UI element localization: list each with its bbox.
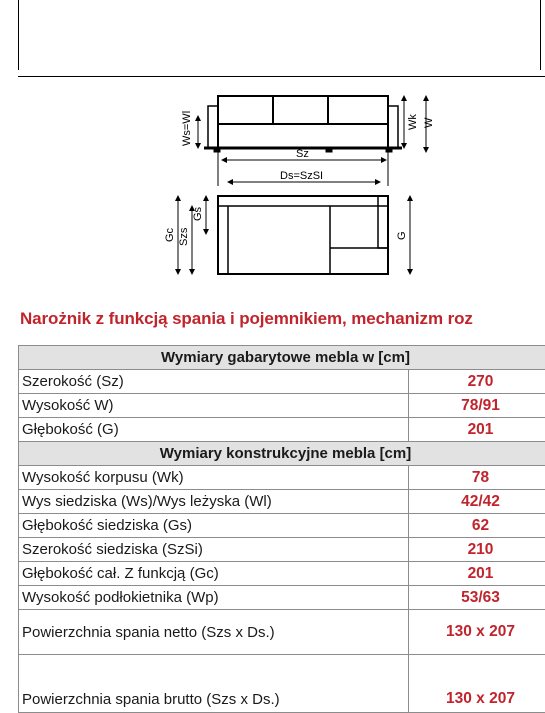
row-label: Powierzchnia spania brutto (Szs x Ds.) bbox=[19, 655, 409, 713]
row-value: 270 bbox=[409, 370, 545, 394]
label-w-holder bbox=[420, 84, 440, 164]
row-label: Wysokość podłokietnika (Wp) bbox=[19, 586, 409, 610]
label-ws-wl: Ws=Wl bbox=[181, 111, 193, 146]
table-row bbox=[19, 610, 545, 655]
sofa-front-view bbox=[204, 96, 402, 152]
label-g: G bbox=[396, 231, 408, 240]
row-label: Głębokość (G) bbox=[19, 418, 409, 442]
label-gc: Gc bbox=[164, 227, 176, 242]
label-ds-szsi: Ds=SzSI bbox=[280, 170, 323, 182]
section-header bbox=[19, 442, 545, 466]
row-value: 62 bbox=[409, 514, 545, 538]
row-value: 78 bbox=[409, 466, 545, 490]
table-row bbox=[19, 418, 545, 442]
table-row bbox=[19, 562, 545, 586]
section-title-overall: Wymiary gabarytowe mebla w [cm] bbox=[19, 346, 545, 370]
row-label: Głębokość siedziska (Gs) bbox=[19, 514, 409, 538]
row-value: 210 bbox=[409, 538, 545, 562]
row-value: 130 x 207 bbox=[409, 610, 545, 655]
divider-left bbox=[18, 0, 19, 70]
row-label: Wysokość korpusu (Wk) bbox=[19, 466, 409, 490]
table-row bbox=[19, 655, 545, 713]
sofa-top-view bbox=[218, 196, 388, 274]
row-value: 42/42 bbox=[409, 490, 545, 514]
table-row bbox=[19, 586, 545, 610]
divider-top bbox=[18, 76, 545, 77]
table-row bbox=[19, 370, 545, 394]
row-value: 53/63 bbox=[409, 586, 545, 610]
table-row bbox=[19, 466, 545, 490]
label-szs: Szs bbox=[178, 227, 190, 246]
divider-right bbox=[540, 0, 541, 70]
row-label: Wysokość W) bbox=[19, 394, 409, 418]
row-value: 201 bbox=[409, 418, 545, 442]
product-title: Narożnik z funkcją spania i pojemnikiem, mechanizm roz bbox=[20, 309, 545, 329]
row-value: 130 x 207 bbox=[409, 655, 545, 713]
label-sz: Sz bbox=[296, 148, 309, 160]
row-value: 201 bbox=[409, 562, 545, 586]
dimensions-table bbox=[18, 345, 545, 713]
row-label: Głębokość cał. Z funkcją (Gc) bbox=[19, 562, 409, 586]
row-value: 78/91 bbox=[409, 394, 545, 418]
table-row bbox=[19, 514, 545, 538]
label-w-visible: W bbox=[423, 117, 435, 128]
row-label: Szerokość siedziska (SzSi) bbox=[19, 538, 409, 562]
section-header bbox=[19, 346, 545, 370]
table-row bbox=[19, 490, 545, 514]
table-row bbox=[19, 394, 545, 418]
section-title-construction: Wymiary konstrukcyjne mebla [cm] bbox=[19, 442, 545, 466]
row-label: Powierzchnia spania netto (Szs x Ds.) bbox=[19, 610, 409, 655]
row-label: Szerokość (Sz) bbox=[19, 370, 409, 394]
row-label: Wys siedziska (Ws)/Wys leżyska (Wl) bbox=[19, 490, 409, 514]
table-row bbox=[19, 538, 545, 562]
label-wk: Wk bbox=[407, 114, 419, 130]
label-gs: Gs bbox=[192, 206, 204, 221]
sofa-dimension-diagram bbox=[140, 84, 430, 289]
